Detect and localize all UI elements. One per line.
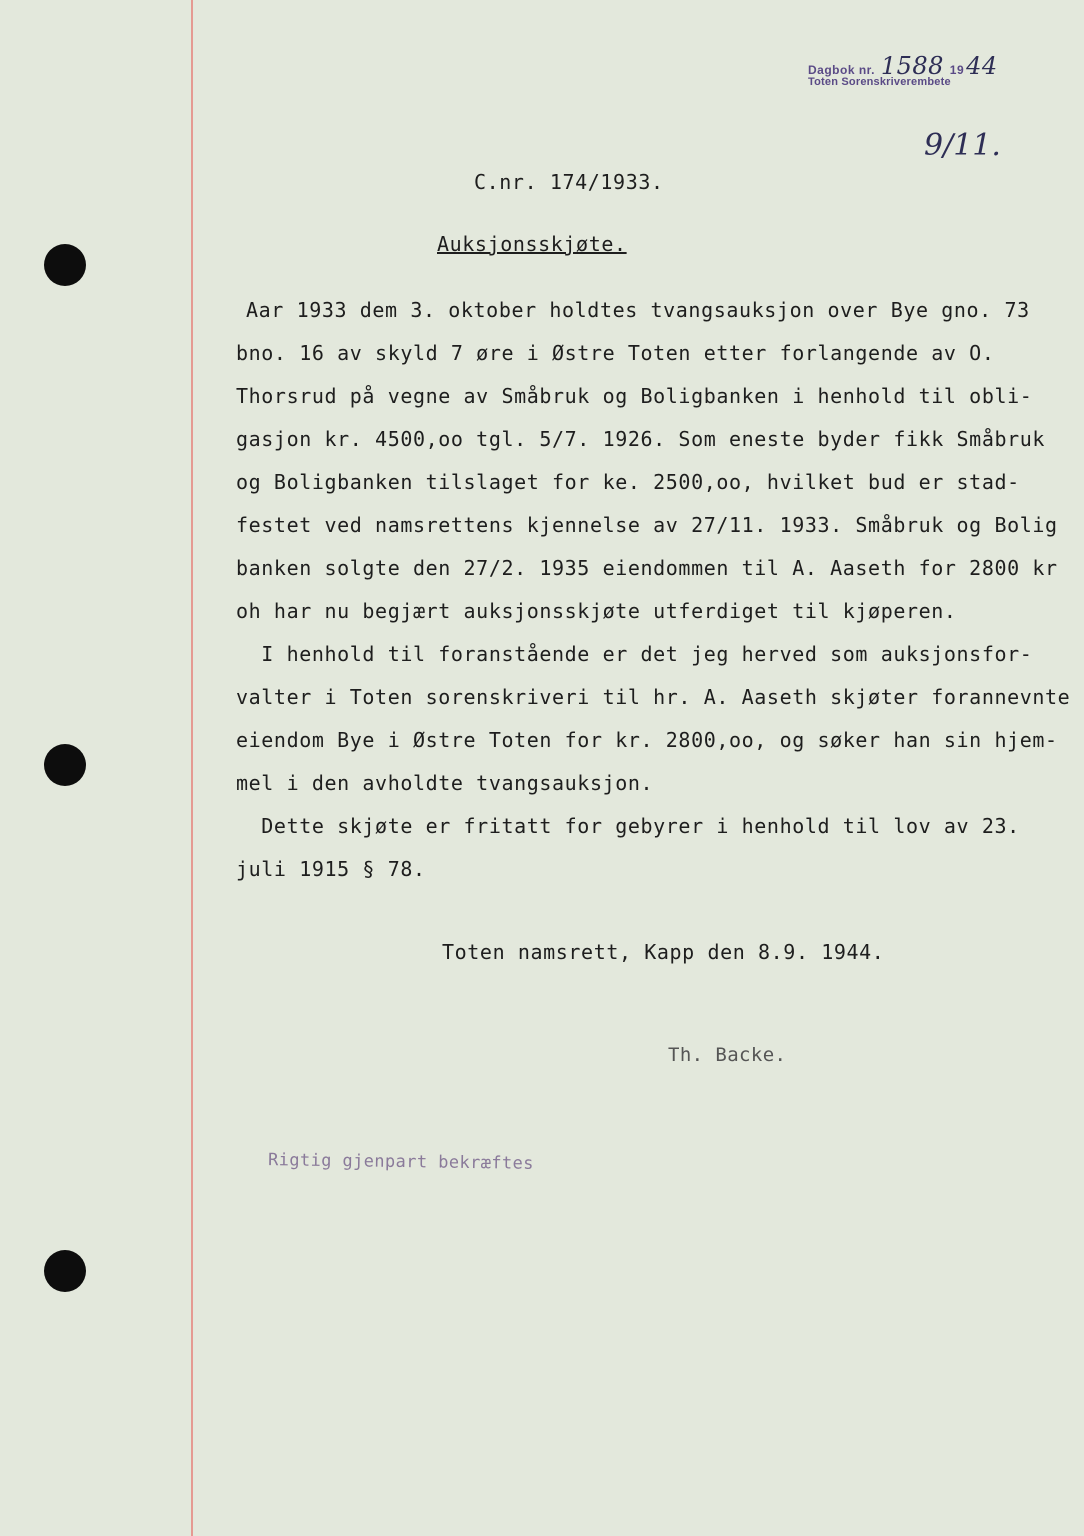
body-line: I henhold til foranstående er det jeg herved som auksjonsfor- (236, 642, 1033, 666)
case-number: C.nr. 174/1933. (474, 170, 664, 194)
stamp-office: Toten Sorenskriverembete (808, 76, 951, 88)
punch-hole (44, 1250, 86, 1292)
document-title: Auksjonsskjøte. (437, 232, 627, 256)
body-line: Aar 1933 dem 3. oktober holdtes tvangsauksjon over Bye gno. 73 (246, 298, 1030, 322)
body-line: og Boligbanken tilslaget for ke. 2500,oo, hvilket bud er stad- (236, 470, 1020, 494)
body-line: eiendom Bye i Østre Toten for kr. 2800,oo, og søker han sin hjem- (236, 728, 1058, 752)
body-line: banken solgte den 27/2. 1935 eiendommen til A. Aaseth for 2800 kr (236, 556, 1058, 580)
body-line: mel i den avholdte tvangsauksjon. (236, 771, 654, 795)
journal-stamp (808, 52, 1068, 88)
stamp-year-suffix: 44 (966, 52, 998, 80)
stamp-date: 9/11. (924, 128, 1001, 163)
body-line: oh har nu begjært auksjonsskjøte utferdiget til kjøperen. (236, 599, 957, 623)
stamp-year-prefix: 19 (949, 63, 965, 77)
body-line: bno. 16 av skyld 7 øre i Østre Toten etter forlangende av O. (236, 341, 995, 365)
body-line: Dette skjøte er fritatt for gebyrer i henhold til lov av 23. (236, 814, 1020, 838)
signature: Th. Backe. (668, 1044, 787, 1066)
body-line: valter i Toten sorenskriveri til hr. A. Aaseth skjøter forannevnte (236, 685, 1071, 709)
body-line: festet ved namsrettens kjennelse av 27/11. 1933. Småbruk og Bolig (236, 513, 1058, 537)
punch-hole (44, 244, 86, 286)
stamp-number: 1588 (880, 52, 944, 80)
place-date-line: Toten namsrett, Kapp den 8.9. 1944. (442, 940, 885, 964)
margin-line (191, 0, 193, 1536)
certification-stamp: Rigtig gjenpart bekræftes (267, 1150, 535, 1174)
body-line: gasjon kr. 4500,oo tgl. 5/7. 1926. Som eneste byder fikk Småbruk (236, 427, 1046, 451)
stamp-label: Dagbok nr. (808, 63, 876, 77)
body-line: Thorsrud på vegne av Småbruk og Boligbanken i henhold til obli- (236, 384, 1033, 408)
punch-hole (44, 744, 86, 786)
body-line: juli 1915 § 78. (236, 857, 426, 881)
